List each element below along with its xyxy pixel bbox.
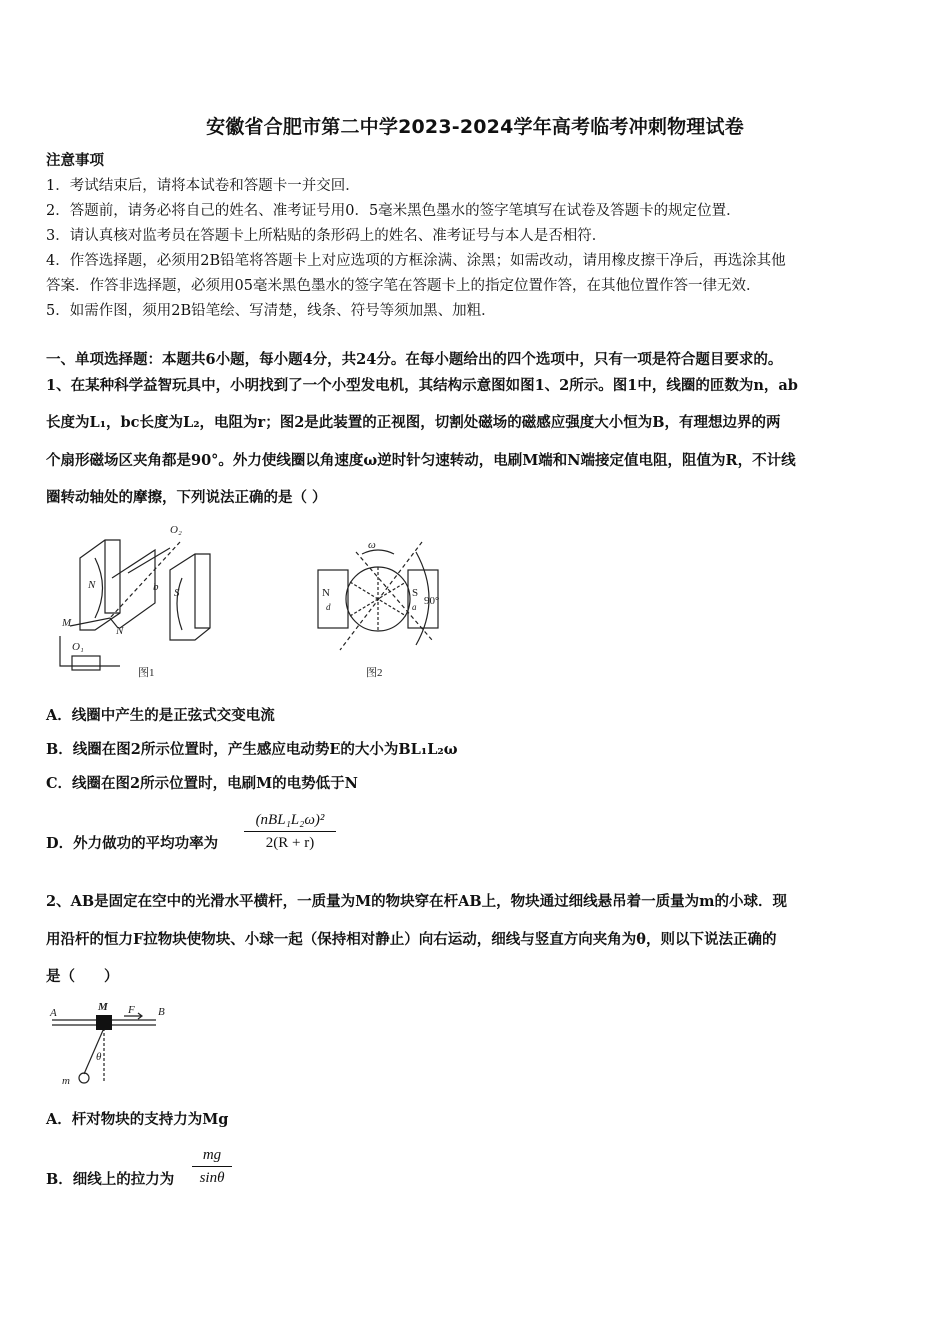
q2-label-m-small: m: [62, 1075, 70, 1087]
notice-item: 1．考试结束后，请将本试卷和答题卡一并交回．: [46, 178, 360, 194]
notice-heading: 注意事项: [46, 152, 104, 169]
fig1-label-n: N: [88, 579, 96, 591]
fig1-label-n2: N: [116, 625, 124, 637]
figure-1-generator: [50, 518, 250, 683]
q1-option-d-fraction: [244, 811, 336, 852]
q2-option-a: A．杆对物块的支持力为Mg: [46, 1111, 229, 1128]
q1-option-d: D．外力做功的平均功率为: [46, 835, 219, 852]
q2-option-b: B．细线上的拉力为: [46, 1171, 175, 1188]
q2-label-b: B: [158, 1006, 165, 1018]
figure-q2-rod-block: [46, 998, 176, 1090]
q2-label-a: A: [50, 1007, 57, 1019]
q1-text-line: 1、在某种科学益智玩具中，小明找到了一个小型发电机，其结构示意图如图1、2所示。图1中，线圈的匝数为n，ab: [46, 377, 798, 394]
fig1-label-o2: O₂: [170, 524, 182, 536]
fig2-label-a: a: [412, 602, 417, 612]
q1-option-a: A．线圈中产生的是正弦式交变电流: [46, 707, 275, 724]
fig1-label-b: b: [153, 581, 159, 593]
fraction-denominator: sinθ: [199, 1170, 225, 1186]
q1-option-c: C．线圈在图2所示位置时，电刷M的电势低于N: [46, 775, 358, 792]
fig1-caption: 图1: [138, 667, 155, 679]
notice-item: 3．请认真核对监考员在答题卡上所粘贴的条形码上的姓名、准考证号与本人是否相符．: [46, 228, 607, 244]
q2-label-m-big: M: [98, 1001, 108, 1013]
section-heading: 一、单项选择题：本题共6小题，每小题4分，共24分。在每小题给出的四个选项中，只有一项是符合题目要求的。: [46, 351, 783, 368]
q2-text-line: 用沿杆的恒力F拉物块使物块、小球一起（保持相对静止）向右运动，细线与竖直方向夹角为θ，则以下说法正确的: [46, 931, 777, 948]
q2-label-theta: θ: [96, 1051, 102, 1063]
fraction-numerator: (nBL₁L₂ω)²: [255, 812, 325, 828]
q1-option-b: B．线圈在图2所示位置时，产生感应电动势E的大小为BL₁L₂ω: [46, 741, 458, 758]
q1-text-line: 个扇形磁场区夹角都是90°。外力使线圈以角速度ω逆时针匀速转动，电刷M端和N端接定值电阻，阻值为R，不计线: [46, 452, 796, 469]
notice-item: 2．答题前，请务必将自己的姓名、准考证号用0．5毫米黑色墨水的签字笔填写在试卷及答题卡的规定位置．: [46, 203, 741, 219]
fig1-label-m: M: [62, 617, 72, 629]
q1-text-line: 圈转动轴处的摩擦，下列说法正确的是（ ）: [46, 489, 327, 506]
notice-item: 4．作答选择题，必须用2B铅笔将答题卡上对应选项的方框涂满、涂黑；如需改动，请用橡皮擦干净后，再选涂其他: [46, 253, 786, 269]
fraction-numerator: mg: [202, 1147, 222, 1163]
q1-text-line: 长度为L₁，bc长度为L₂，电阻为r；图2是此装置的正视图，切割处磁场的磁感应强度大小恒为B，有理想边界的两: [46, 414, 781, 431]
fig2-label-s: S: [412, 587, 419, 599]
fig2-label-angle: 90°: [424, 595, 440, 607]
fraction-denominator: 2(R + r): [265, 835, 315, 851]
fig2-label-omega: ω: [368, 539, 376, 551]
q2-label-f: F: [128, 1004, 135, 1016]
page-title: 安徽省合肥市第二中学2023-2024学年高考临考冲刺物理试卷: [206, 116, 744, 138]
notice-item: 答案．作答非选择题，必须用05毫米黑色墨水的签字笔在答题卡上的指定位置作答，在其他位置作答一律无效．: [46, 278, 761, 294]
q2-option-b-fraction: [192, 1146, 232, 1187]
figure-2-front-view: [312, 530, 462, 680]
fig1-label-s: S: [174, 587, 180, 599]
q2-text-line: 是（ ）: [46, 968, 119, 985]
q2-text-line: 2、AB是固定在空中的光滑水平横杆，一质量为M的物块穿在杆AB上，物块通过细线悬吊着一质量为m的小球．现: [46, 893, 787, 910]
fig2-caption: 图2: [366, 667, 383, 679]
notice-item: 5．如需作图，须用2B铅笔绘、写清楚，线条、符号等须加黑、加粗．: [46, 303, 496, 319]
fig1-label-o1: O₁: [72, 641, 84, 653]
fig2-label-n: N: [322, 587, 330, 599]
fig2-label-d: d: [326, 602, 331, 612]
